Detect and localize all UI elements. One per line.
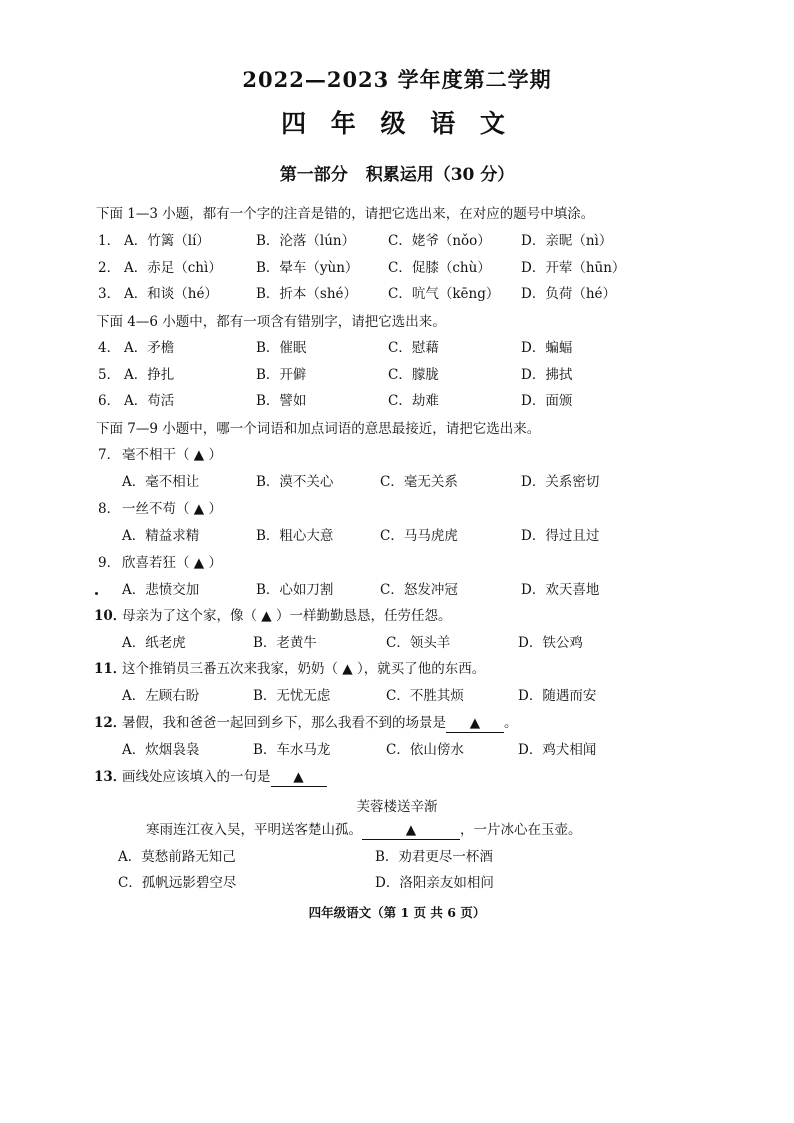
- question-7-option-a: A．毫不相让: [122, 474, 200, 490]
- question-3-option-d: D．负荷（hé）: [521, 286, 617, 302]
- question-13-stem-line: [122, 768, 327, 787]
- part-label: 第一部分: [279, 165, 348, 185]
- question-4-option-d: D．蝙蝠: [521, 340, 573, 356]
- question-11-option-b: B．无忧无虑: [253, 688, 331, 704]
- question-8-option-b: B．粗心大意: [256, 528, 334, 544]
- question-1-option-b: B．沦落（lún）: [256, 233, 356, 249]
- question-12-option-d: D．鸡犬相闻: [518, 742, 597, 758]
- section2-instruction: 下面 4—6 小题中，都有一项含有错别字，请把它选出来。: [96, 314, 446, 330]
- question-9-number: 9．: [98, 555, 121, 571]
- question-6-option-a: A．苟活: [124, 393, 175, 409]
- question-1-option-d: D．亲昵（nì）: [521, 233, 613, 249]
- question-8-option-d: D．得过且过: [521, 528, 600, 544]
- question-9-option-c: C．怒发冲冠: [380, 582, 458, 598]
- question-6-option-d: D．面颁: [521, 393, 573, 409]
- question-11-option-d: D．随遇而安: [518, 688, 597, 704]
- question-7-option-d: D．关系密切: [521, 474, 600, 490]
- question-3-number: 3．: [98, 286, 121, 302]
- question-2-option-c: C．促膝（chù）: [388, 260, 491, 276]
- question-7-option-b: B．漠不关心: [256, 474, 334, 490]
- question-3-option-c: C．吭气（kēng）: [388, 286, 500, 302]
- question-4-option-a: A．矛檐: [124, 340, 175, 356]
- question-10-option-c: C．领头羊: [386, 635, 451, 651]
- question-10-stem: 母亲为了这个家，像（ ▲ ）一样勤勤恳恳，任劳任怨。: [122, 608, 452, 624]
- question-6-option-c: C．劫难: [388, 393, 439, 409]
- question-12-option-b: B．车水马龙: [253, 742, 331, 758]
- question-5-option-c: C．朦胧: [388, 367, 439, 383]
- question-2-option-d: D．开荤（hūn）: [521, 260, 626, 276]
- question-13-stem: 画线处应该填入的一句是: [122, 769, 271, 785]
- question-4-option-b: B．催眠: [256, 340, 307, 356]
- question-8-number: 8．: [98, 501, 121, 517]
- question-12-stem-end: 。: [504, 715, 518, 731]
- question-4-number: 4．: [98, 340, 121, 356]
- section1-instruction: 下面 1—3 小题，都有一个字的注音是错的，请把它选出来，在对应的题号中填涂。: [96, 206, 595, 222]
- poem-line-1: 寒雨连江夜入吴，平明送客楚山孤。: [146, 822, 362, 838]
- question-12-stem: 暑假，我和爸爸一起回到乡下，那么我看不到的场景是: [122, 715, 446, 731]
- question-10-number: 10．: [94, 608, 127, 624]
- question-12-stem-line: [122, 714, 518, 733]
- question-2-option-b: B．晕车（yùn）: [256, 260, 359, 276]
- question-8-stem: 一丝不苟（ ▲ ）: [122, 501, 222, 517]
- question-1-number: 1．: [98, 233, 121, 249]
- question-13-answer-blank[interactable]: ▲: [271, 768, 327, 787]
- poem-answer-blank[interactable]: ▲: [362, 821, 460, 840]
- question-9-option-b: B．心如刀割: [256, 582, 334, 598]
- page-footer: 四年级语文（第 1 页 共 6 页）: [308, 905, 486, 920]
- question-5-option-b: B．开僻: [256, 367, 307, 383]
- question-3-option-b: B．折本（shé）: [256, 286, 358, 302]
- question-13-option-b: B．劝君更尽一杯酒: [375, 849, 493, 865]
- question-10-option-b: B．老黄牛: [253, 635, 317, 651]
- question-5-option-d: D．拂拭: [521, 367, 573, 383]
- part-name: 积累运用（30 分）: [365, 165, 515, 185]
- question-13-option-c: C．孤帆远影碧空尽: [118, 875, 237, 891]
- school-year-title: 2022—2023 学年度第二学期: [242, 67, 552, 92]
- question-7-stem: 毫不相干（ ▲ ）: [122, 447, 222, 463]
- question-10-option-a: A．纸老虎: [122, 635, 186, 651]
- question-8-option-c: C．马马虎虎: [380, 528, 458, 544]
- question-12-number: 12．: [94, 715, 127, 731]
- question-7-option-c: C．毫无关系: [380, 474, 458, 490]
- question-6-number: 6．: [98, 393, 121, 409]
- question-12-option-a: A．炊烟袅袅: [122, 742, 200, 758]
- poem-line-2: ，一片冰心在玉壶。: [460, 822, 582, 838]
- question-12-option-c: C．依山傍水: [386, 742, 464, 758]
- question-4-option-c: C．慰藉: [388, 340, 439, 356]
- question-13-number: 13．: [94, 769, 127, 785]
- question-11-number: 11．: [94, 661, 127, 677]
- question-9-option-d: D．欢天喜地: [521, 582, 600, 598]
- part-title: [0, 160, 794, 185]
- question-2-number: 2．: [98, 260, 121, 276]
- poem-text: [146, 821, 582, 840]
- question-11-option-c: C．不胜其烦: [386, 688, 464, 704]
- question-13-option-d: D．洛阳亲友如相问: [375, 875, 494, 891]
- subject-title: 四 年 级 语 文: [281, 109, 513, 138]
- question-13-option-a: A．莫愁前路无知己: [118, 849, 236, 865]
- question-11-option-a: A．左顾右盼: [122, 688, 200, 704]
- question-6-option-b: B．譬如: [256, 393, 307, 409]
- poem-title: 芙蓉楼送辛渐: [356, 799, 438, 815]
- section3-instruction: 下面 7—9 小题中，哪一个词语和加点词语的意思最接近，请把它选出来。: [96, 421, 541, 437]
- question-9-option-a: A．悲愤交加: [122, 582, 200, 598]
- question-5-number: 5．: [98, 367, 121, 383]
- question-5-option-a: A．挣扎: [124, 367, 175, 383]
- question-7-number: 7．: [98, 447, 121, 463]
- question-12-answer-blank[interactable]: ▲: [446, 714, 504, 733]
- question-8-option-a: A．精益求精: [122, 528, 200, 544]
- scan-speck: [95, 592, 98, 595]
- question-9-stem: 欣喜若狂（ ▲ ）: [122, 555, 222, 571]
- question-1-option-a: A．竹篱（lí）: [124, 233, 210, 249]
- question-3-option-a: A．和谈（hé）: [124, 286, 218, 302]
- question-11-stem: 这个推销员三番五次来我家，奶奶（ ▲ ），就买了他的东西。: [122, 661, 486, 677]
- question-1-option-c: C．姥爷（nǒo）: [388, 233, 491, 249]
- question-2-option-a: A．赤足（chì）: [124, 260, 222, 276]
- question-10-option-d: D．铁公鸡: [518, 635, 583, 651]
